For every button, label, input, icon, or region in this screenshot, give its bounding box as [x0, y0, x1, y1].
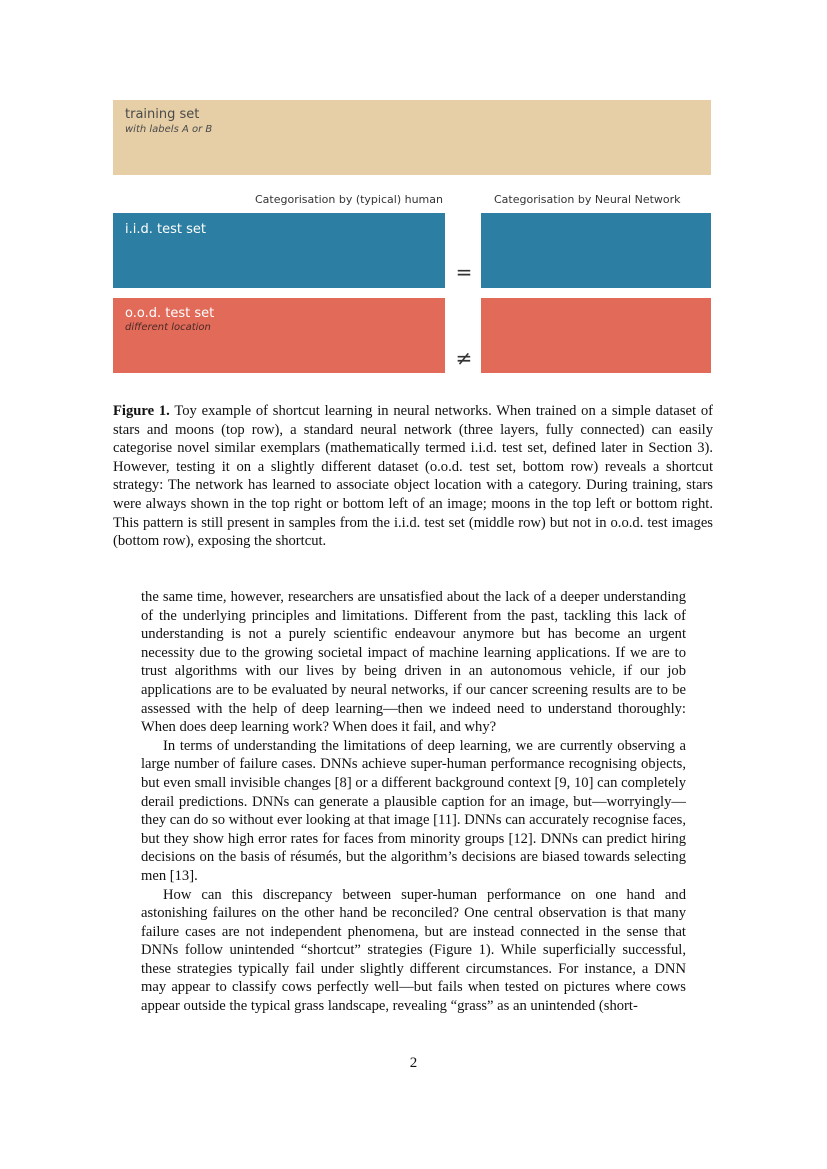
figure-1 — [113, 96, 713, 376]
body-text — [141, 588, 686, 1016]
human-heading: Categorisation by (typical) human — [255, 193, 443, 206]
caption-text: Toy example of shortcut learning in neural networks. When trained on a simple dataset of stars and moons (top row), a standard neural network (three layers, fully connected) can easily categorise novel similar exemplars (mathematically termed i.i.d. test set, defined later in Section 3). However, testing it on a slightly different dataset (o.o.d. test set, bottom row) reveals a shortcut strategy: The network has learned to associate object location with a category. During training, stars were always shown in the top right or bottom left of an image; moons in the top left or bottom right. This pattern is still present in samples from the i.i.d. test set (middle row) but not in o.o.d. test images (bottom row), exposing the shortcut. — [113, 403, 713, 550]
page-number: 2 — [409, 1055, 418, 1071]
not-equal-symbol: ≠ — [455, 346, 473, 370]
figure-caption — [113, 402, 713, 551]
paragraph-3: How can this discrepancy between super-human performance on one hand and astonishing failures on the other hand be reconciled? One central observation is that many failure cases are not independent phenomena, but are instead connected in the sense that DNNs follow unintended “shortcut” strategies (Figure 1). While superficially successful, these strategies typically fail under slightly different circumstances. For instance, a DNN may appear to classify cows perfectly well—but fails when tested on pictures where cows appear outside the typical grass landscape, revealing “grass” as an unintended (short- — [141, 886, 686, 1015]
iid-network-band — [481, 213, 711, 288]
paragraph-1: the same time, however, researchers are unsatisfied about the lack of a deeper understanding of the underlying principles and limitations. Different from the past, tackling this lack of understanding is not a purely scientific endeavour anymore but has become an urgent necessity due to the growing societal impact of machine learning applications. If we are to trust algorithms with our lives by being driven in an autonomous vehicle, if our job applications are to be evaluated by neural networks, if our cancer screening results are to be assessed with the help of deep learning—then we indeed need to understand thoroughly: When does deep learning work? When does it fail, and why? — [141, 589, 686, 736]
ood-network-band — [481, 298, 711, 373]
iid-set-title: i.i.d. test set — [125, 222, 206, 237]
ood-set-title: o.o.d. test set — [125, 306, 215, 321]
caption-label: Figure 1. — [113, 403, 170, 419]
equals-symbol: = — [455, 260, 473, 284]
network-heading: Categorisation by Neural Network — [494, 193, 681, 206]
ood-set-subtitle: different location — [125, 322, 211, 333]
paragraph-2: In terms of understanding the limitations of deep learning, we are currently observing a large number of failure cases. DNNs achieve super-human performance recognising objects, but even small invisible changes [8] or a different background context [9, 10] can completely derail predictions. DNNs can generate a plausible caption for an image, but—worryingly—they can do so without ever looking at that image [11]. DNNs can accurately recognise faces, but they show high error rates for faces from minority groups [12]. DNNs can predict hiring decisions on the basis of résumés, but the algorithm’s decisions are biased towards selecting men [13]. — [141, 737, 686, 884]
training-set-title: training set — [125, 107, 200, 122]
training-set-band — [113, 100, 711, 175]
training-set-subtitle: with labels A or B — [125, 124, 213, 135]
